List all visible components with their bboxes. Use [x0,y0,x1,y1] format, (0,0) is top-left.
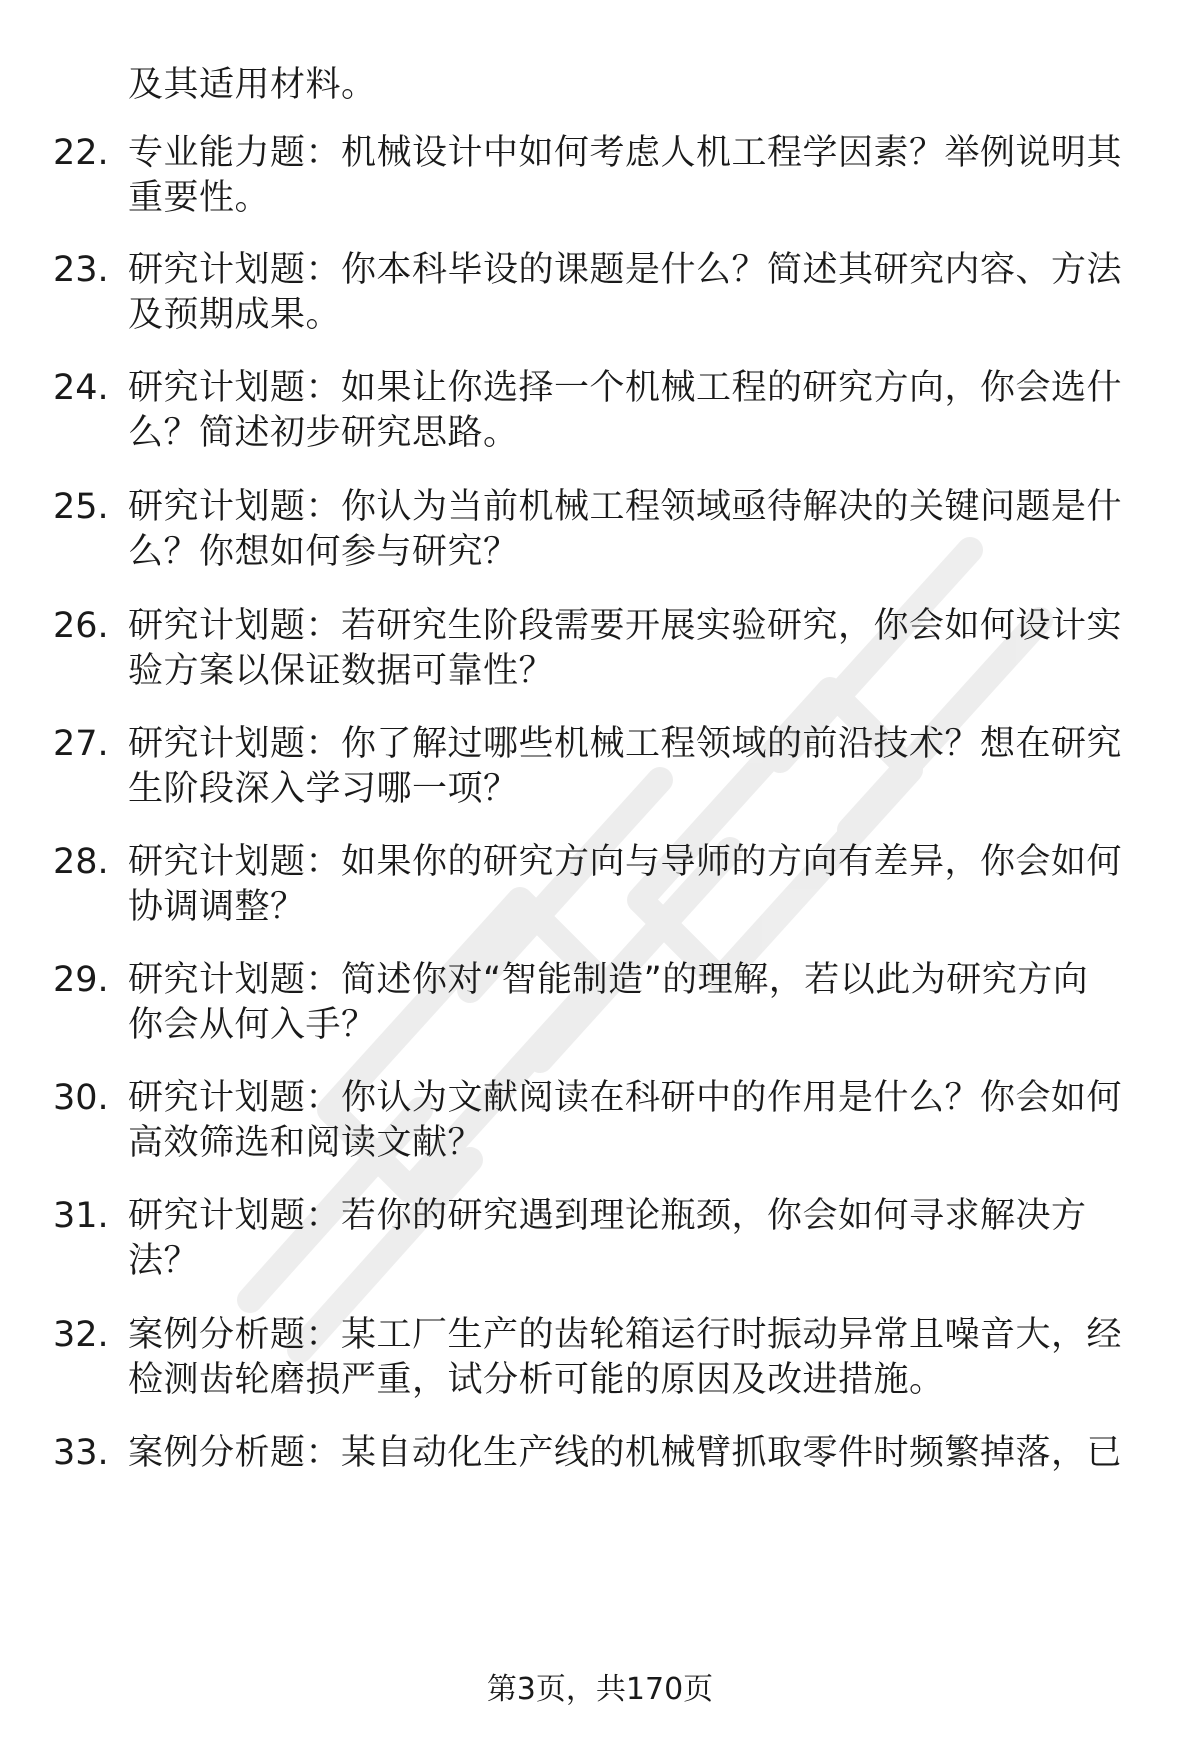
page-footer: 第3页，共170页 [486,1672,714,1707]
item-number: 22. [53,133,109,173]
item-text-line: 研究计划题：如果让你选择一个机械工程的研究方向，你会选什 [128,368,1123,408]
item-number: 28. [53,842,109,882]
item-text-line: 研究计划题：若研究生阶段需要开展实验研究，你会如何设计实 [128,606,1123,646]
item-number: 32. [53,1315,109,1355]
item-text-line: 案例分析题：某自动化生产线的机械臂抓取零件时频繁掉落，已 [128,1433,1123,1473]
item-text-line: 研究计划题：简述你对“智能制造”的理解，若以此为研究方向 [128,960,1089,1000]
item-number: 23. [53,250,109,290]
item-text-line: 法？ [128,1241,200,1281]
item-number: 30. [53,1078,109,1118]
item-number: 25. [53,487,109,527]
item-text-line: 研究计划题：你认为文献阅读在科研中的作用是什么？你会如何 [128,1078,1123,1118]
item-text-line: 重要性。 [128,178,271,218]
item-number: 31. [53,1196,109,1236]
item-text-line: 么？你想如何参与研究？ [128,532,519,572]
item-text-line: 研究计划题：若你的研究遇到理论瓶颈，你会如何寻求解决方 [128,1196,1087,1236]
item-number: 24. [53,368,109,408]
item-text-line: 验方案以保证数据可靠性？ [128,651,555,691]
item-text-line: 案例分析题：某工厂生产的齿轮箱运行时振动异常且噪音大，经 [128,1315,1123,1355]
item-text-line: 及预期成果。 [128,295,342,335]
item-text-line: 你会从何入手？ [128,1005,377,1045]
item-text-line: 检测齿轮磨损严重，试分析可能的原因及改进措施。 [128,1360,945,1400]
item-text-line: 生阶段深入学习哪一项？ [128,769,519,809]
item-text-line: 专业能力题：机械设计中如何考虑人机工程学因素？举例说明其 [128,133,1123,173]
item-text-line: 研究计划题：你本科毕设的课题是什么？简述其研究内容、方法 [128,250,1123,290]
item-text-line: 研究计划题：你了解过哪些机械工程领域的前沿技术？想在研究 [128,724,1123,764]
item-number: 26. [53,606,109,646]
item-text-line: 研究计划题：你认为当前机械工程领域亟待解决的关键问题是什 [128,487,1123,527]
item-text-line: 研究计划题：如果你的研究方向与导师的方向有差异，你会如何 [128,842,1123,882]
item-number: 29. [53,960,109,1000]
item-number: 27. [53,724,109,764]
item-text-line: 协调调整？ [128,887,306,927]
item-text-line: 高效筛选和阅读文献？ [128,1123,484,1163]
item-number: 33. [53,1433,109,1473]
continuation-line: 及其适用材料。 [128,65,377,105]
item-text-line: 么？简述初步研究思路。 [128,413,519,453]
